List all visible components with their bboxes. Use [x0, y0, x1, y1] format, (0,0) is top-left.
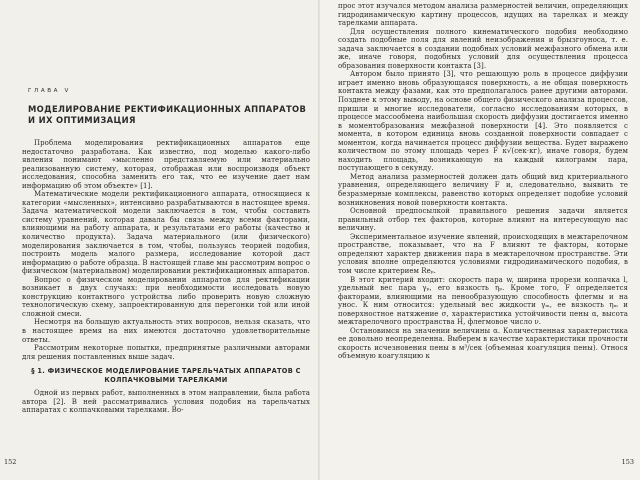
right-body: [338, 2, 628, 361]
page-number: 153: [621, 458, 634, 466]
paragraph: Проблема моделирования ректификационных аппаратов еще недостаточно разработана. Как известно, под моделью какого-либо явления понимают «мысленно представляемую или материально реализованную систему, которая, отображая или воспроизводя объект исследования, способна заменить его так, что ее изучение дает нам информацию об этом объекте» [1].: [22, 139, 310, 190]
section-body: [22, 389, 310, 415]
paragraph: Метод анализа размерностей должен дать общий вид критериального уравнения, определяющего величину F и, следовательно, выявить те безразмерные комплексы, равенство которых определяет подобие условий возникновения новой поверхности контакта.: [338, 172, 628, 207]
paragraph: Рассмотрим некоторые попытки, предпринятые различными авторами для решения поставленных выше задач.: [22, 344, 310, 361]
paragraph: Экспериментальное изучение явлений, происходящих в межтарелочном пространстве, показывает, что на F влияют те факторы, которые определяют характер движения пара в межтарелочном пространстве. Эти условия вполне определяются условиями гидродинамического подобия, в том числе критерием Reₚ.: [338, 232, 628, 275]
paragraph: Основной предпосылкой правильного решения задачи является правильный отбор тех факторов, которые влияют на интересующую нас величину.: [338, 207, 628, 233]
paragraph: Несмотря на большую актуальность этих вопросов, нельзя сказать, что в настоящее время на них имеются достаточно удовлетворительные ответы.: [22, 318, 310, 344]
paragraph: Для осуществления полного кинематического подобия необходимо создать подобные поля для явлений неизображения и брызгоуноса, т. е. задача заключается в создании подобных условий межфазного обмена или же, иначе говоря, подобных условий для осуществления процесса образования поверхности контакта [3].: [338, 27, 628, 70]
chapter-label: ГЛАВА V: [28, 88, 71, 94]
paragraph: прос этот изучался методом анализа размерностей величин, определяющих гидродинамическую картину процессов, идущих на тарелках и между тарелками аппарата.: [338, 2, 628, 28]
section-title: § 1. ФИЗИЧЕСКОЕ МОДЕЛИРОВАНИЕ ТАРЕЛЬЧАТЫХ АППАРАТОВ С КОЛПАЧКОВЫМИ ТАРЕЛКАМИ: [31, 367, 301, 384]
chapter-title: МОДЕЛИРОВАНИЕ РЕКТИФИКАЦИОННЫХ АППАРАТОВ И ИХ ОПТИМИЗАЦИЯ: [28, 104, 307, 125]
right-page: [320, 0, 640, 480]
paragraph: Математические модели ректификационного аппарата, относящиеся к категории «мысленных», интенсивно разрабатываются в настоящее время. Задача математической модели заключается в том, чтобы составить систему уравнений, которая давала бы связь между всеми факторами, влияющими на работу аппарата, и результатами его работы (качество и количество продукта). Задача материального (или физического) моделирования заключается в том, чтобы, пользуясь теорией подобия, построить модель малого размера, исследование которой даст информацию о работе образца. В настоящей главе мы рассмотрим вопрос о физическом (материальном) моделировании ректификационных аппаратов.: [22, 190, 310, 276]
page-number: 152: [4, 458, 17, 466]
paragraph: Одной из первых работ, выполненных в этом направлении, была работа автора [2]. В ней рассматривались условия подобия на тарельчатых аппаратах с колпачковыми тарелками. Во-: [22, 389, 310, 415]
left-body: [22, 139, 310, 361]
paragraph: Вопрос о физическом моделировании аппаратов для ректификации возникает в двух случаях: при необходимости исследовать новую конструкцию контактного устройства либо проверить новую сложную технологическую схему, запроектированную для перегонки той или иной сложной смеси.: [22, 275, 310, 318]
paragraph: В этот критерий входит: скорость пара w, ширина прорези колпачка l, удельный вес пара γₚ, его вязкость ηₚ. Кроме того, F определяется факторами, влияющими на пенообразующую способность флегмы и на унос. К ним относится: удельный вес жидкости γₘ, ее вязкость ηₘ и поверхностное натяжение σ, характеристика устойчивости пены α, высота межтарелочного пространства H, флегмовое число ν.: [338, 275, 628, 327]
paragraph: Автором было принято [3], что решающую роль в процессе диффузии играет именно вновь образующаяся поверхность, а не общая поверхность контакта между фазами, как это предполагалось ранее другими авторами. Позднее к этому выводу, на основе общего физического анализа процессов, пришли и многие исследователи, согласно исследованиям которых, в процессе массообмена наибольшая скорость диффузии достигается именно в моментобразования межфазной поверхности [4]. Это появляется с момента, в котором единица вновь созданной поверхности совпадает с моментом, когда начинается процесс диффузии вещества. Будет выражено количеством по этому площадь через F к√(сек·кг), иначе говоря, будем находить площадь, возникающую на каждый килограмм пара, поступающего в секунду.: [338, 70, 628, 173]
paragraph: Остановимся на значении величины α. Количественная характеристика ее довольно неопределенна. Выберем в качестве характеристики прочности скорость исчезновения пены в м³/сек (объемная коагуляция пены). Относя объемную коагуляцию к: [338, 326, 628, 361]
